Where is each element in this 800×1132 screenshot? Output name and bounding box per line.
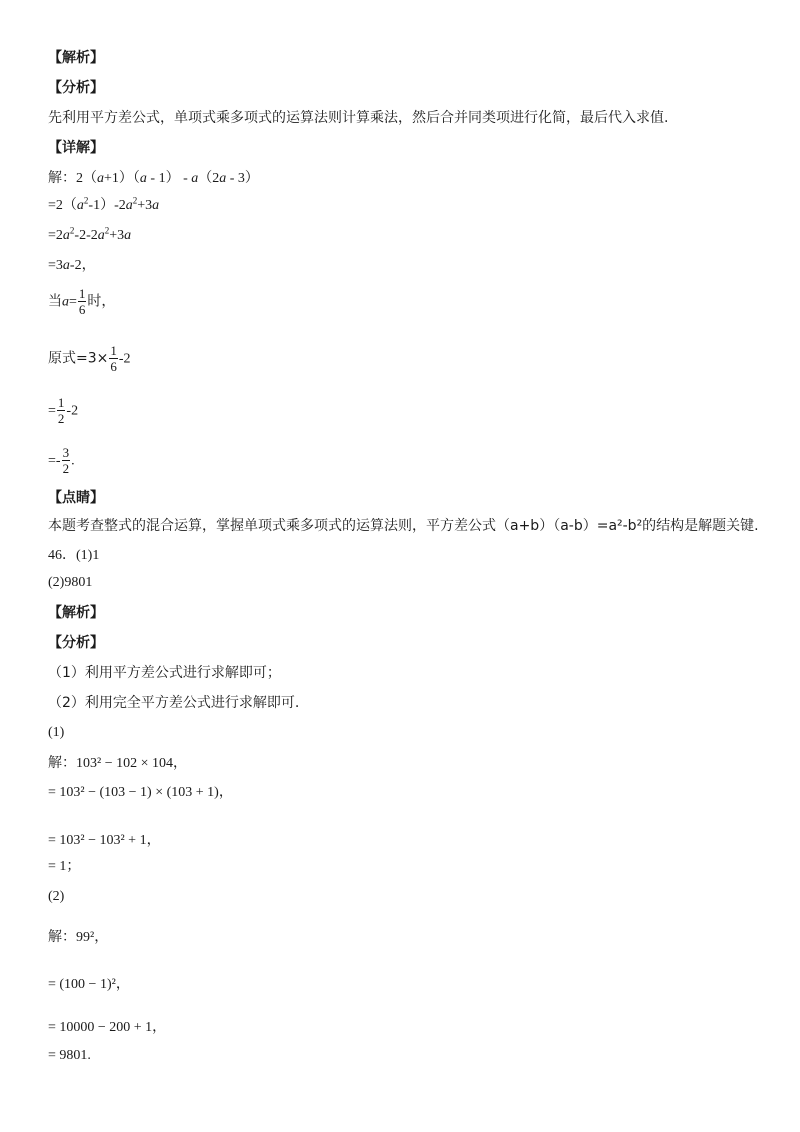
fraction-one-half — [57, 395, 66, 426]
problem-46-answer-1: 46．(1)1 — [48, 548, 100, 563]
analysis-text-2b: （2）利用完全平方差公式进行求解即可. — [48, 695, 300, 711]
equals: = — [48, 403, 56, 419]
fraction-numerator: 1 — [78, 286, 86, 301]
part-2-line-3: = 10000 − 200 + 1， — [48, 1020, 167, 1035]
equals-negative: =- — [48, 453, 61, 469]
section-dianjing: 【点睛】 — [48, 490, 104, 506]
fraction-one-sixth-2 — [109, 343, 118, 374]
section-jiexi-2: 【解析】 — [48, 605, 104, 621]
when-line: 当a= $\frac{1}{6}$ 时， — [48, 286, 116, 317]
part-2-label: (2) — [48, 889, 65, 904]
section-xiangjie: 【详解】 — [48, 140, 104, 156]
result-line — [48, 445, 75, 476]
part-2-line-4: = 9801. — [48, 1048, 91, 1063]
minus-two: -2 — [118, 351, 131, 367]
section-fenxi-1: 【分析】 — [48, 80, 104, 96]
fraction-denominator: 6 — [78, 302, 86, 317]
part-2-line-1 — [48, 927, 108, 948]
orig-prefix: 原式=3× — [48, 350, 109, 367]
fraction-numerator: 3 — [62, 445, 70, 460]
section-fenxi-2: 【分析】 — [48, 635, 104, 651]
fraction-denominator: 2 — [57, 411, 65, 426]
original-expr-line — [48, 343, 131, 374]
comment-text: 本题考查整式的混合运算，掌握单项式乘多项式的运算法则，平方差公式（a+b）（a-b）=a²-b²的结构是解题关键. — [48, 518, 759, 534]
fraction-denominator: 6 — [110, 359, 117, 374]
solve-prefix: 解： — [48, 755, 76, 771]
fraction-one-sixth — [78, 286, 87, 317]
fraction-numerator: 1 — [57, 395, 65, 410]
part-1-label: (1) — [48, 725, 65, 740]
solve-prefix: 解： — [48, 929, 76, 945]
period: . — [71, 453, 75, 469]
problem-46-answer-2: (2)9801 — [48, 575, 93, 590]
solution-line-4: =3a-2， — [48, 258, 96, 273]
part-1-line-3: = 103² − 103² + 1， — [48, 833, 161, 848]
solution-line-3: $=2a^2-2-2a^2+3a$ — [48, 225, 132, 243]
part-2-expression: 99²， — [76, 930, 109, 945]
part-2-line-2: = (100 − 1)²， — [48, 977, 130, 992]
solve-prefix: 解： — [48, 170, 76, 186]
analysis-text-1: 先利用平方差公式，单项式乘多项式的运算法则计算乘法，然后合并同类项进行化简，最后代入求值. — [48, 110, 669, 126]
when-suffix: 时， — [87, 293, 116, 310]
part-1-line-2: = 103² − (103 − 1) × (103 + 1)， — [48, 785, 233, 800]
fraction-numerator: 1 — [110, 343, 117, 358]
fraction-three-halves — [62, 445, 71, 476]
analysis-text-2a: （1）利用平方差公式进行求解即可； — [48, 665, 281, 681]
when-prefix: 当 — [48, 293, 62, 310]
section-jiexi-1: 【解析】 — [48, 50, 104, 66]
solution-line-1: 解：2（a+1）（a - 1） - a（2a - 3） — [48, 170, 259, 186]
minus-two: -2 — [66, 403, 79, 419]
solution-line-2: $=2(a^2-1)-2a^2+3a$ — [48, 195, 160, 213]
part-1-expression: 103² − 102 × 104， — [76, 756, 187, 771]
fraction-denominator: 2 — [62, 461, 70, 476]
part-1-line-1 — [48, 753, 187, 774]
half-line — [48, 395, 78, 426]
part-1-line-4: = 1； — [48, 859, 81, 874]
